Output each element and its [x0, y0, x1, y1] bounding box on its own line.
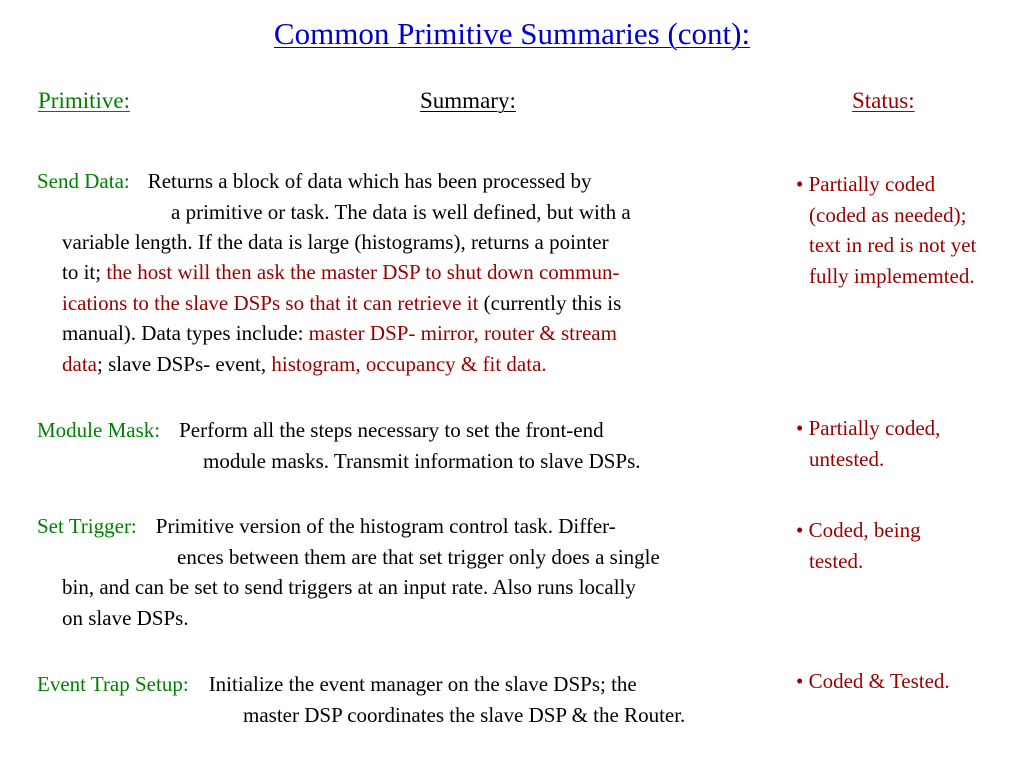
send-data-line-3: variable length. If the data is large (histograms), returns a pointer: [62, 230, 609, 254]
module-mask-status-line-2: untested.: [809, 446, 885, 471]
set-trigger-status-line-2: tested.: [809, 548, 864, 573]
event-trap-line-1: [37, 669, 637, 699]
event-trap-line-2: master DSP coordinates the slave DSP & the Router.: [243, 703, 686, 727]
send-data-line-1: [37, 166, 592, 196]
send-data-line-5: [62, 288, 621, 318]
set-trigger-text-1: Primitive version of the histogram control task. Differ-: [155, 514, 616, 538]
header-status: Status:: [852, 88, 915, 113]
event-trap-text-1: Initialize the event manager on the slave DSPs; the: [208, 672, 637, 696]
module-mask-line-2: module masks. Transmit information to slave DSPs.: [203, 449, 641, 473]
send-data-text-6a: manual). Data types include:: [62, 321, 309, 345]
set-trigger-line-3: bin, and can be set to send triggers at an input rate. Also runs locally: [62, 575, 636, 599]
set-trigger-line-2: ences between them are that set trigger only does a single: [177, 545, 660, 569]
bullet-icon: •: [796, 669, 804, 693]
send-data-text-6b: master DSP- mirror, router & stream: [308, 321, 617, 345]
module-mask-label: Module Mask:: [37, 418, 161, 442]
send-data-text-7c: histogram, occupancy & fit data.: [271, 352, 547, 376]
module-mask-status: [796, 413, 940, 474]
send-data-text-7a: data: [62, 352, 97, 376]
send-data-line-4: [62, 257, 619, 287]
event-trap-status: [796, 666, 950, 697]
send-data-status-line-4: fully implememted.: [809, 263, 975, 288]
send-data-status-line-1: • Partially coded: [796, 172, 936, 196]
send-data-text-1: Returns a block of data which has been processed by: [147, 169, 592, 193]
send-data-label: Send Data:: [37, 169, 130, 193]
module-mask-status-line-1: • Partially coded,: [796, 416, 941, 440]
set-trigger-status: [796, 515, 921, 576]
send-data-line-6: [62, 318, 617, 348]
send-data-line-7: [62, 349, 547, 379]
send-data-status: [796, 169, 976, 291]
send-data-line-2: a primitive or task. The data is well defined, but with a: [171, 200, 631, 224]
module-mask-line-1: [37, 415, 604, 445]
header-primitive: Primitive:: [38, 88, 130, 113]
set-trigger-line-4: on slave DSPs.: [62, 606, 189, 630]
bullet-icon: •: [796, 416, 804, 440]
send-data-text-5a: ications to the slave DSPs so that it can retrieve it: [62, 291, 479, 315]
send-data-text-4a: to it;: [62, 260, 107, 284]
event-trap-label: Event Trap Setup:: [37, 672, 189, 696]
bullet-icon: •: [796, 172, 804, 196]
send-data-status-line-3: text in red is not yet: [809, 233, 977, 257]
send-data-text-7b: ; slave DSPs- event,: [96, 352, 272, 376]
bullet-icon: •: [796, 518, 804, 542]
event-trap-status-line-1: • Coded & Tested.: [796, 669, 950, 693]
module-mask-text-1: Perform all the steps necessary to set the front-end: [179, 418, 604, 442]
set-trigger-line-1: [37, 511, 616, 541]
send-data-status-line-2: (coded as needed);: [809, 202, 967, 227]
header-summary: Summary:: [420, 88, 516, 113]
set-trigger-label: Set Trigger:: [37, 514, 137, 538]
set-trigger-status-line-1: • Coded, being: [796, 518, 921, 542]
send-data-text-4b: the host will then ask the master DSP to shut down commun-: [106, 260, 620, 284]
slide-title: Common Primitive Summaries (cont):: [273, 16, 751, 51]
send-data-text-5b: (currently this is: [478, 291, 622, 315]
